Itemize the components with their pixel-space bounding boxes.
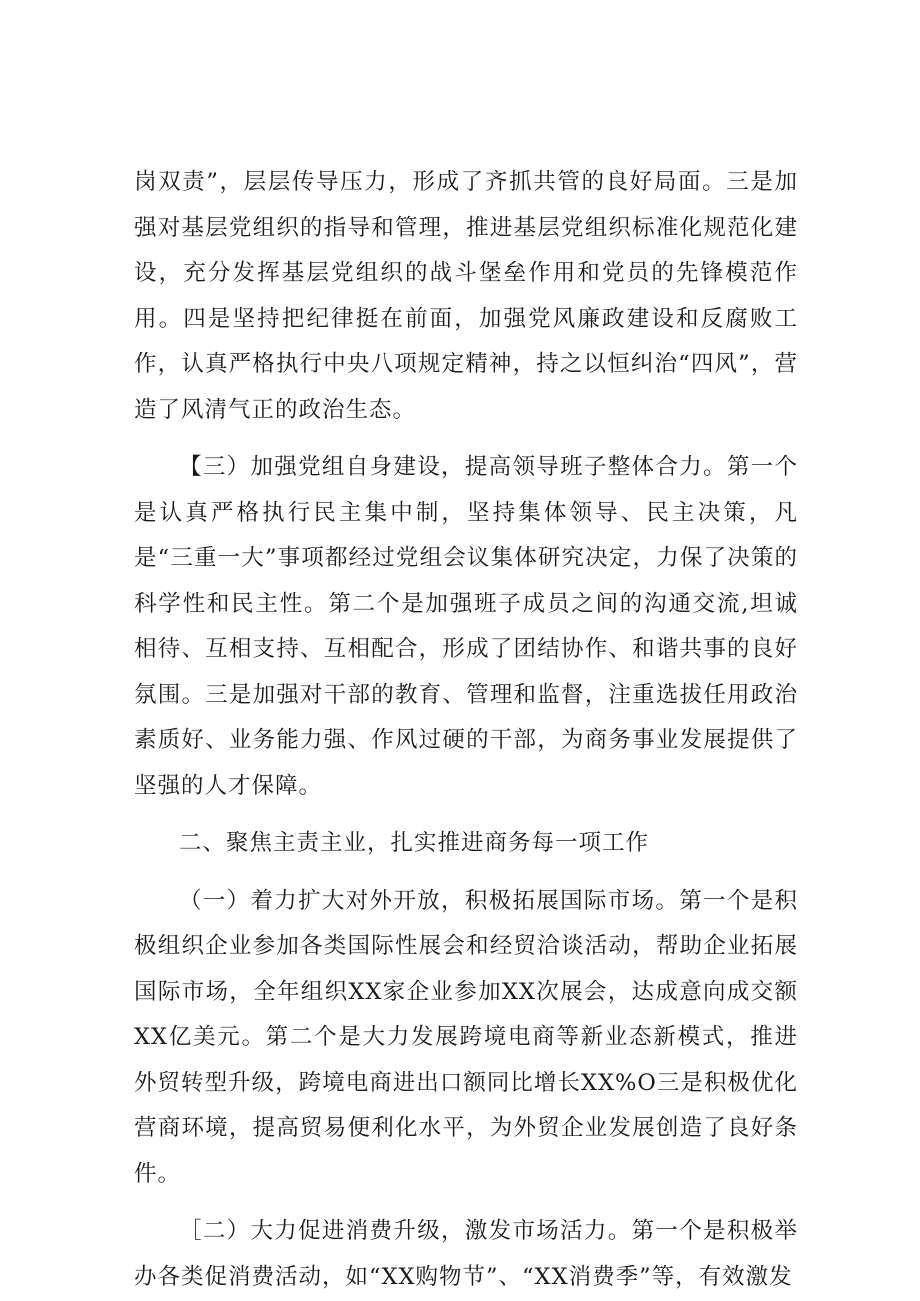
- paragraph-subsection-one: （一）着力扩大对外开放，积极拓展国际市场。第一个是积极组织企业参加各类国际性展会和经贸洽谈活动，帮助企业拓展国际市场，全年组织XX家企业参加XX次展会，达成意向成交额XX亿美元。第二个是大力发展跨境电商等新业态新模式，推进外贸转型升级，跨境电商进出口额同比增长XX%O三是积极优化营商环境，提高贸易便利化水平，为外贸企业发展创造了良好条件。: [134, 887, 798, 1187]
- document-body: [134, 160, 798, 1300]
- section-heading: 二、聚焦主责主业，扎实推进商务每一项工作: [179, 830, 650, 856]
- paragraph-subsection-two: ［二）大力促进消费升级，激发市场活力。第一个是积极举办各类促消费活动，如“XX购物节”、“XX消费季”等，有效激发: [134, 1218, 798, 1290]
- paragraph-section-three: 【三）加强党组自身建设，提高领导班子整体合力。第一个是认真严格执行民主集中制，坚持集体领导、民主决策，凡是“三重一大”事项都经过党组会议集体研究决定，力保了决策的科学性和民主性。第二个是加强班子成员之间的沟通交流,坦诚相待、互相支持、互相配合，形成了团结协作、和谐共事的良好氛围。三是加强对干部的教育、管理和监督，注重选拔任用政治素质好、业务能力强、作风过硬的干部，为商务事业发展提供了坚强的人才保障。: [134, 454, 798, 799]
- paragraph-continued: 岗双责”，层层传导压力，形成了齐抓共管的良好局面。三是加强对基层党组织的指导和管理，推进基层党组织标准化规范化建设，充分发挥基层党组织的战斗堡垒作用和党员的先锋模范作用。四是坚持把纪律挺在前面，加强党风廉政建设和反腐败工作，认真严格执行中央八项规定精神，持之以恒纠治“四风”，营造了风清气正的政治生态。: [134, 169, 798, 423]
